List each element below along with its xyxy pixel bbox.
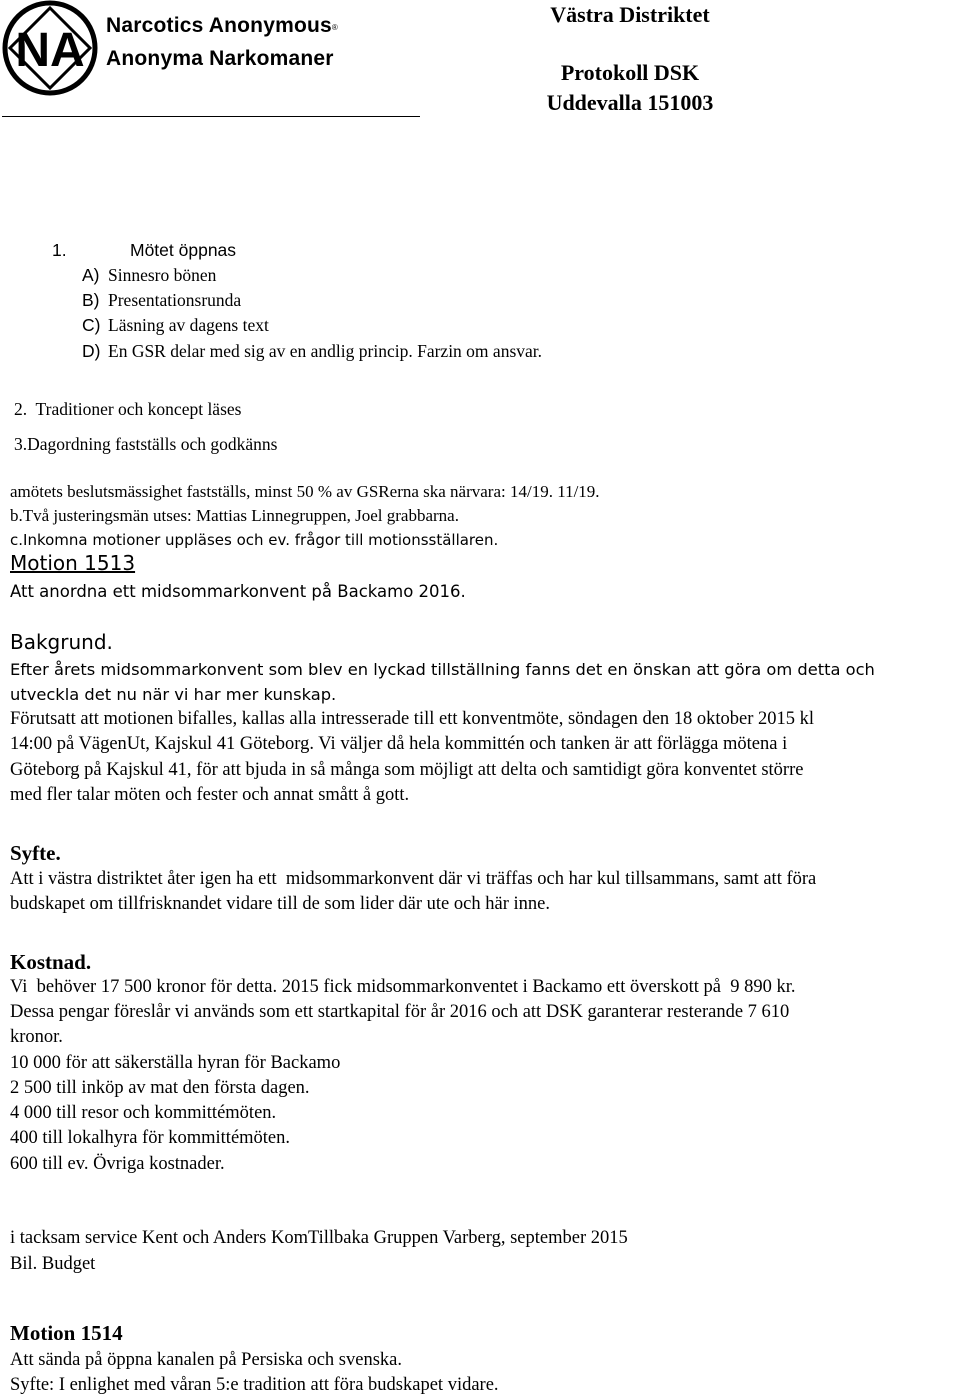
district-title: Västra Distriktet — [550, 2, 710, 27]
na-logo-icon — [2, 0, 98, 96]
kostnad-line-8: 600 till ev. Övriga kostnader. — [10, 1154, 225, 1174]
bakgrund-line-2: utveckla det nu när vi har mer kunskap. — [10, 685, 337, 704]
forutsatt-line-3: Göteborg på Kajskul 41, för att bjuda in så många som möjligt att delta och samtidigt göra konventet större — [10, 760, 804, 780]
motion-1514-heading: Motion 1514 — [10, 1321, 123, 1345]
attachment-line: Bil. Budget — [10, 1254, 96, 1274]
bakgrund-line-1: Efter årets midsommarkonvent som blev en lyckad tillställning fanns det en önskan att göra om detta och — [10, 660, 875, 679]
kostnad-line-3: kronor. — [10, 1027, 63, 1047]
item1-d-label: D) — [82, 341, 101, 361]
syfte-line-1: Att i västra distriktet åter igen ha ett midsommarkonvent där vi träffas och har kul tillsammans, samt att föra — [10, 869, 817, 889]
kostnad-line-2: Dessa pengar föreslår vi används som ett startkapital för år 2016 och att DSK garanterar resterande 7 610 — [10, 1002, 790, 1022]
motion-1513-subtitle: Att anordna ett midsommarkonvent på Backamo 2016. — [10, 582, 466, 601]
motion-1514-line-2: Syfte: I enlighet med våran 5:e tradition att föra budskapet vidare. — [10, 1375, 499, 1395]
kostnad-line-6: 4 000 till resor och kommittémöten. — [10, 1103, 277, 1123]
kostnad-line-4: 10 000 för att säkerställa hyran för Backamo — [10, 1053, 341, 1073]
bakgrund-heading: Bakgrund. — [10, 630, 113, 654]
brand-line-1: Narcotics Anonymous® — [106, 14, 339, 37]
item1-b-text: Presentationsrunda — [108, 290, 242, 310]
syfte-line-2: budskapet om tillfrisknandet vidare till de som lider där ute och här inne. — [10, 894, 550, 914]
signature-line: i tacksam service Kent och Anders KomTillbaka Gruppen Varberg, september 2015 — [10, 1228, 628, 1248]
forutsatt-line-1: Förutsatt att motionen bifalles, kallas alla intresserade till ett konventmöte, söndagen den 18 oktober 2015 kl — [10, 709, 815, 729]
syfte-heading: Syfte. — [10, 841, 61, 865]
header-divider — [2, 116, 420, 117]
forutsatt-line-2: 14:00 på VägenUt, Kajskul 41 Göteborg. Vi väljer då hela kommittén och tanken är att förlägga mötena i — [10, 734, 788, 754]
item1-a-label: A) — [82, 265, 100, 285]
agenda-c: c.Inkomna motioner uppläses och ev. frågor till motionsställaren. — [10, 531, 499, 549]
agenda-b: b.Två justeringsmän utses: Mattias Linnegruppen, Joel grabbarna. — [10, 506, 459, 525]
protocol-title: Protokoll DSK — [560, 60, 700, 85]
kostnad-line-5: 2 500 till inköp av mat den första dagen. — [10, 1078, 310, 1098]
place-date-title: Uddevalla 151003 — [546, 90, 714, 115]
item2-text: 2. Traditioner och koncept läses — [14, 399, 242, 419]
logo-letters: NA — [15, 24, 85, 77]
item3-text: 3.Dagordning fastställs och godkänns — [14, 434, 278, 454]
kostnad-line-7: 400 till lokalhyra för kommittémöten. — [10, 1128, 291, 1148]
item1-title: Mötet öppnas — [130, 240, 237, 260]
forutsatt-line-4: med fler talar möten och fester och annat smått å gott. — [10, 785, 410, 805]
kostnad-heading: Kostnad. — [10, 950, 92, 974]
item1-b-label: B) — [82, 290, 100, 310]
agenda-a: amötets beslutsmässighet fastställs, minst 50 % av GSRerna ska närvara: 14/19. 11/19. — [10, 482, 600, 501]
brand-line-2: Anonyma Narkomaner — [106, 47, 334, 70]
motion-1514-line-1: Att sända på öppna kanalen på Persiska och svenska. — [10, 1350, 402, 1370]
item1-a-text: Sinnesro bönen — [108, 265, 217, 285]
motion-1513-heading[interactable]: Motion 1513 — [10, 551, 136, 575]
item1-c-label: C) — [82, 315, 101, 335]
item1-number: 1. — [52, 240, 67, 260]
kostnad-line-1: Vi behöver 17 500 kronor för detta. 2015 fick midsommarkonventet i Backamo ett överskott på 9 890 kr. — [10, 977, 796, 997]
item1-c-text: Läsning av dagens text — [108, 315, 269, 335]
item1-d-text: En GSR delar med sig av en andlig princip. Farzin om ansvar. — [108, 341, 543, 361]
